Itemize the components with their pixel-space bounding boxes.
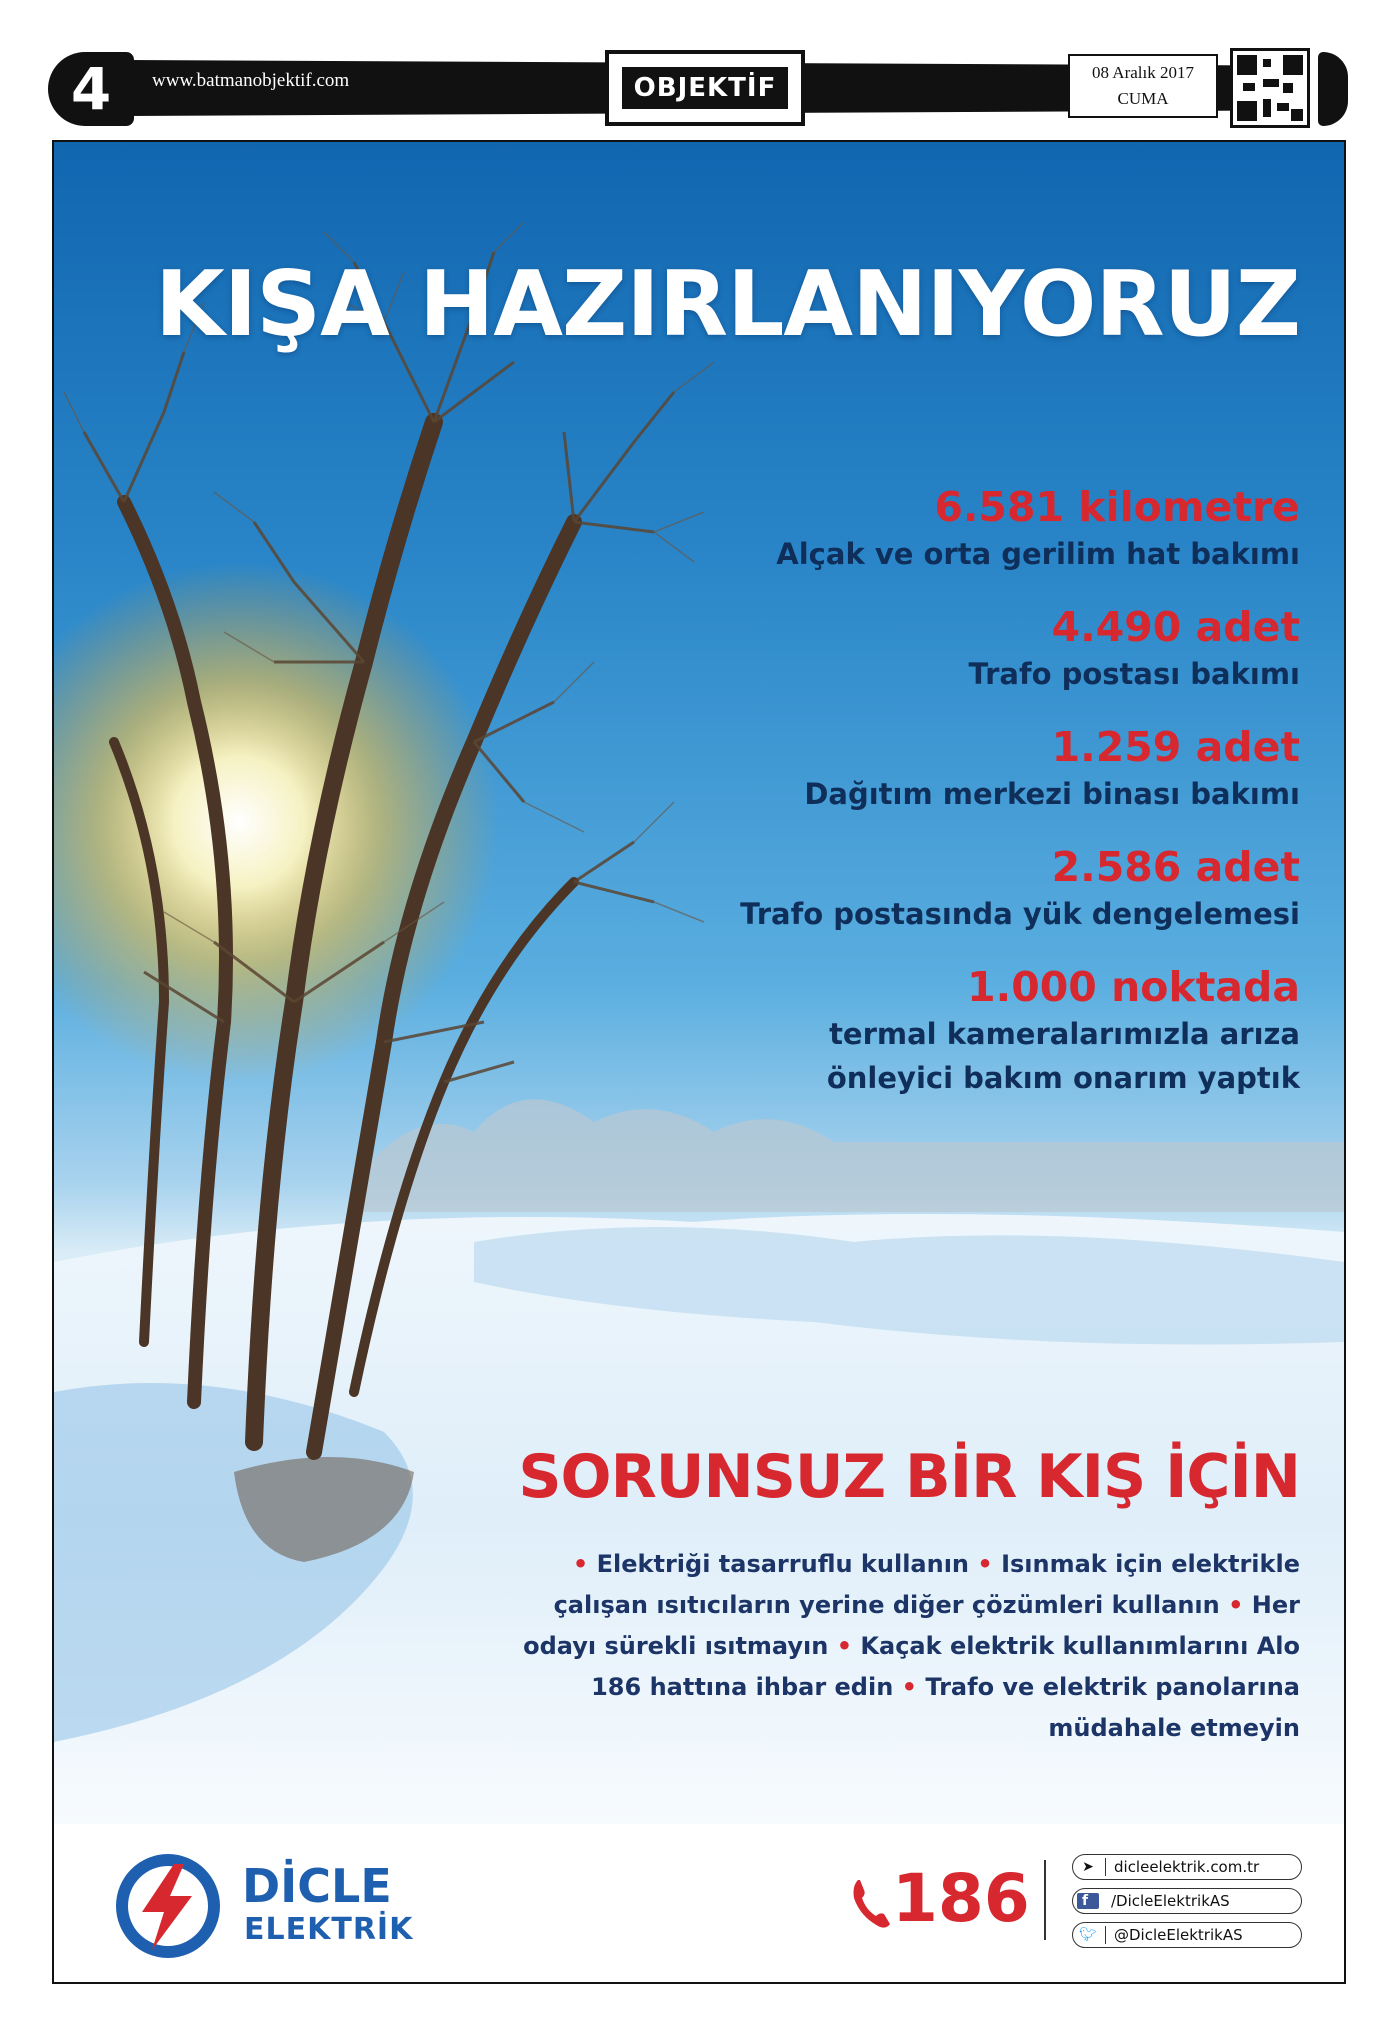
headline: KIŞA HAZIRLANIYORUZ (155, 252, 1300, 357)
stat-description: termal kameralarımızla arıza önleyici bakım onarım yaptık (826, 1017, 1300, 1095)
stat-value: 4.490 adet (1051, 603, 1300, 651)
facebook-text: /DicleElektrikAS (1111, 1892, 1230, 1910)
stat-value: 1.259 adet (1051, 723, 1300, 771)
winter-tips-title: SORUNSUZ BİR KIŞ İÇİN (518, 1442, 1300, 1512)
issue-date-text: 08 Aralık 2017 (1092, 63, 1194, 82)
website-link[interactable] (1072, 1854, 1302, 1880)
brand-subtitle: ELEKTRİK (244, 1912, 414, 1947)
masthead (48, 48, 1352, 130)
page-number: 4 (48, 52, 134, 126)
twitter-link[interactable] (1072, 1922, 1302, 1948)
brand-name: DİCLE (242, 1859, 392, 1913)
sponsor-footer (54, 1824, 1344, 1982)
bullet-icon: • (1228, 1591, 1252, 1619)
stat-description: Alçak ve orta gerilim hat bakımı (776, 537, 1300, 571)
stat-item (540, 962, 1300, 1100)
facebook-icon: f (1077, 1893, 1099, 1909)
tip-item: Isınmak için elektrikle çalışan ısıtıcıların yerine diğer çözümleri kullanın (553, 1550, 1300, 1619)
stat-description: Trafo postasında yük dengelemesi (740, 897, 1300, 931)
cursor-icon: ➤ (1077, 1858, 1106, 1876)
qr-code-icon (1230, 48, 1310, 128)
tip-item: Kaçak elektrik kullanımlarını Alo 186 hattına ihbar edin (591, 1632, 1300, 1701)
footer-divider (1044, 1860, 1046, 1940)
stat-description: Trafo postası bakımı (968, 657, 1300, 691)
website-text: dicleelektrik.com.tr (1114, 1858, 1260, 1876)
phone-icon (850, 1876, 892, 1930)
newspaper-logo (605, 50, 805, 126)
stat-item (540, 842, 1300, 936)
site-url: www.batmanobjektif.com (152, 70, 350, 91)
stat-item (540, 602, 1300, 696)
contact-links (1072, 1854, 1302, 1956)
twitter-text: @DicleElektrikAS (1114, 1926, 1243, 1944)
bullet-icon: • (836, 1632, 861, 1660)
twitter-icon: 🐦︎ (1077, 1926, 1106, 1944)
tip-item: Trafo ve elektrik panolarına müdahale etmeyin (925, 1673, 1300, 1742)
winter-tips (480, 1544, 1300, 1749)
stat-value: 1.000 noktada (967, 963, 1300, 1011)
tip-item: Her odayı sürekli ısıtmayın (523, 1591, 1300, 1660)
masthead-end-cap (1318, 52, 1348, 126)
stat-value: 2.586 adet (1051, 843, 1300, 891)
tip-item: Elektriği tasarruflu kullanın (596, 1550, 978, 1578)
issue-date (1068, 54, 1218, 118)
dicle-elektrik-logo-icon (112, 1850, 224, 1962)
newspaper-logo-text: OBJEKTİF (622, 67, 789, 109)
hotline-number: 186 (892, 1860, 1030, 1937)
stat-description: Dağıtım merkezi binası bakımı (804, 777, 1300, 811)
stat-item (540, 482, 1300, 576)
bullet-icon: • (901, 1673, 926, 1701)
winter-landscape-photo (54, 142, 1344, 1824)
stats-list (540, 482, 1300, 1126)
stat-value: 6.581 kilometre (934, 483, 1300, 531)
advertisement (52, 140, 1346, 1984)
stat-item (540, 722, 1300, 816)
facebook-link[interactable] (1072, 1888, 1302, 1914)
bullet-icon: • (977, 1550, 1002, 1578)
issue-day-text: CUMA (1117, 89, 1169, 108)
bullet-icon: • (572, 1550, 597, 1578)
